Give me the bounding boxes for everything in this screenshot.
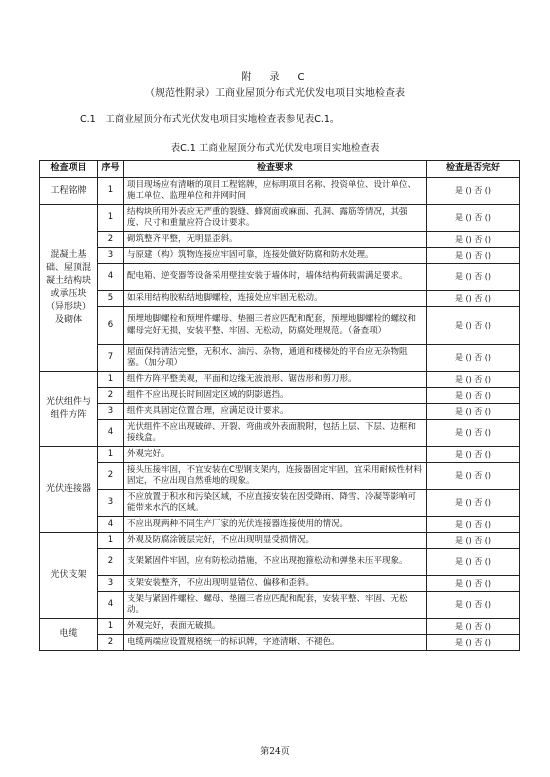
table-row: [40, 619, 520, 635]
row-number: 2: [98, 388, 124, 404]
check-cell: 是 () 否 (): [427, 490, 520, 517]
table-row: [40, 490, 520, 517]
check-cell: 是 () 否 (): [427, 291, 520, 307]
check-cell: 是 () 否 (): [427, 388, 520, 404]
table-row: [40, 533, 520, 549]
requirement-cell: 光伏组件不应出现破碎、开裂、弯曲或外表面脱附，包括上层、下层、边框和接线盒。: [124, 420, 427, 447]
check-cell: 是 () 否 (): [427, 404, 520, 420]
table-row: [40, 248, 520, 264]
row-number: 2: [98, 549, 124, 576]
check-cell: 是 () 否 (): [427, 517, 520, 533]
table-row: [40, 447, 520, 463]
row-number: 3: [98, 490, 124, 517]
table-row: [40, 232, 520, 248]
row-number: 4: [98, 517, 124, 533]
row-number: 4: [98, 420, 124, 447]
check-cell: 是 () 否 (): [427, 592, 520, 619]
row-number: 4: [98, 592, 124, 619]
table-row: [40, 404, 520, 420]
table-row: [40, 388, 520, 404]
check-cell: 是 () 否 (): [427, 549, 520, 576]
requirement-cell: 砌筑整齐平整，无明显歪斜。: [124, 232, 427, 248]
table-row: [40, 205, 520, 232]
table-row: [40, 291, 520, 307]
table-row: [40, 517, 520, 533]
table-row: [40, 178, 520, 205]
table-row: [40, 549, 520, 576]
category-cell: 光伏组件与组件方阵: [40, 372, 98, 447]
category-cell: 混凝土基础、屋顶混凝土结构块或承压块（异形块）及砌体: [40, 205, 98, 372]
header-check: 检查是否完好: [427, 161, 520, 178]
row-number: 6: [98, 307, 124, 345]
check-cell: 是 () 否 (): [427, 205, 520, 232]
check-cell: 是 () 否 (): [427, 345, 520, 372]
check-cell: 是 () 否 (): [427, 447, 520, 463]
row-number: 2: [98, 635, 124, 651]
requirement-cell: 如采用结构胶粘结地脚螺栓，连接处应牢固无松动。: [124, 291, 427, 307]
check-cell: 是 () 否 (): [427, 576, 520, 592]
row-number: 1: [98, 619, 124, 635]
check-cell: 是 () 否 (): [427, 248, 520, 264]
table-body: [40, 178, 520, 651]
table-row: [40, 592, 520, 619]
table-row: [40, 307, 520, 345]
intro-text: C.1 工商业屋顶分布式光伏发电项目实地检查表参见表C.1。: [80, 114, 340, 125]
requirement-cell: 不应放置于积水和污染区域，不应直接安装在因受降雨、降雪、冷凝等影响可能带来水汽的区域。: [124, 490, 427, 517]
check-cell: 是 () 否 (): [427, 420, 520, 447]
table-row: [40, 463, 520, 490]
requirement-cell: 不应出现两种不同生产厂家的光伏连接器连接使用的情况。: [124, 517, 427, 533]
requirement-cell: 电缆两端应设置规格统一的标识牌，字迹清晰、不褪色。: [124, 635, 427, 651]
header-category: 检查项目: [40, 161, 98, 178]
table-row: [40, 420, 520, 447]
row-number: 5: [98, 291, 124, 307]
check-cell: 是 () 否 (): [427, 533, 520, 549]
header-requirement: 检查要求: [124, 161, 427, 178]
check-cell: 是 () 否 (): [427, 264, 520, 291]
row-number: 3: [98, 248, 124, 264]
row-number: 3: [98, 404, 124, 420]
check-cell: 是 () 否 (): [427, 232, 520, 248]
page-number: 第24页: [260, 747, 290, 757]
check-cell: 是 () 否 (): [427, 619, 520, 635]
appendix-subtitle: （规范性附录）工商业屋顶分布式光伏发电项目实地检查表: [145, 88, 405, 99]
check-cell: 是 () 否 (): [427, 372, 520, 388]
table-row: [40, 372, 520, 388]
category-cell: 电缆: [40, 619, 98, 651]
requirement-cell: 支架与紧固件螺栓、螺母、垫圈三者应匹配和配套，安装平整、牢固、无松动。: [124, 592, 427, 619]
requirement-cell: 项目现场应有清晰的项目工程铭牌，应标明项目名称、投资单位、设计单位、施工单位、监理单位和并网时间: [124, 178, 427, 205]
table-row: [40, 576, 520, 592]
requirement-cell: 外观完好。: [124, 447, 427, 463]
requirement-cell: 预埋地脚螺栓和预埋件螺母、垫圈三者应匹配和配套，预埋地脚螺栓的螺纹和螺母完好无损，安装平整、牢固、无松动，防腐处理规范。（备查项）: [124, 307, 427, 345]
row-number: 2: [98, 463, 124, 490]
requirement-cell: 组件不应出现长时间固定区域的阴影遮挡。: [124, 388, 427, 404]
requirement-cell: 支架紧固件牢固，应有防松动措施，不应出现抱箍松动和弹垫未压平现象。: [124, 549, 427, 576]
requirement-cell: 结构块所用外表应无严重的裂缝、蜂窝面或麻面、孔洞、露筋等情况，其强度、尺寸和重量应符合设计要求。: [124, 205, 427, 232]
requirement-cell: 组件夹具固定位置合理，应满足设计要求。: [124, 404, 427, 420]
table-row: [40, 264, 520, 291]
requirement-cell: 屋面保持清洁完整，无积水、油污、杂物，通道和楼梯处的平台应无杂物阻塞。（加分项）: [124, 345, 427, 372]
category-cell: 光伏连接器: [40, 447, 98, 533]
table-row: [40, 345, 520, 372]
requirement-cell: 与原建（构）筑物连接应牢固可靠，连接处做好防腐和防水处理。: [124, 248, 427, 264]
table-caption: 表C.1 工商业屋顶分布式光伏发电项目实地检查表: [170, 143, 380, 154]
row-number: 1: [98, 178, 124, 205]
row-number: 1: [98, 533, 124, 549]
requirement-cell: 接头压接牢固，不宜安装在C型钢支架内，连接器固定牢固，宜采用耐候性材料固定，不应出现自然垂地的现象。: [124, 463, 427, 490]
check-cell: 是 () 否 (): [427, 178, 520, 205]
row-number: 1: [98, 447, 124, 463]
requirement-cell: 支架安装整齐，不应出现明显错位、偏移和歪斜。: [124, 576, 427, 592]
requirement-cell: 配电箱、逆变器等设备采用壁挂安装于墙体时，墙体结构荷载需满足要求。: [124, 264, 427, 291]
category-cell: 光伏支架: [40, 533, 98, 619]
row-number: 7: [98, 345, 124, 372]
row-number: 4: [98, 264, 124, 291]
header-number: 序号: [98, 161, 124, 178]
appendix-label: 附 录 C: [241, 72, 309, 83]
category-cell: 工程铭牌: [40, 178, 98, 205]
row-number: 3: [98, 576, 124, 592]
requirement-cell: 组件方阵平整美观，平面和边缘无波浪形、锯齿形和剪刀形。: [124, 372, 427, 388]
check-cell: 是 () 否 (): [427, 635, 520, 651]
requirement-cell: 外观及防腐涂镀层完好，不应出现明显受损情况。: [124, 533, 427, 549]
header-row: [40, 161, 520, 178]
check-cell: 是 () 否 (): [427, 463, 520, 490]
table-row: [40, 635, 520, 651]
check-cell: 是 () 否 (): [427, 307, 520, 345]
row-number: 2: [98, 232, 124, 248]
inspection-table: [39, 160, 520, 651]
row-number: 1: [98, 372, 124, 388]
requirement-cell: 外观完好，表面无破损。: [124, 619, 427, 635]
row-number: 1: [98, 205, 124, 232]
